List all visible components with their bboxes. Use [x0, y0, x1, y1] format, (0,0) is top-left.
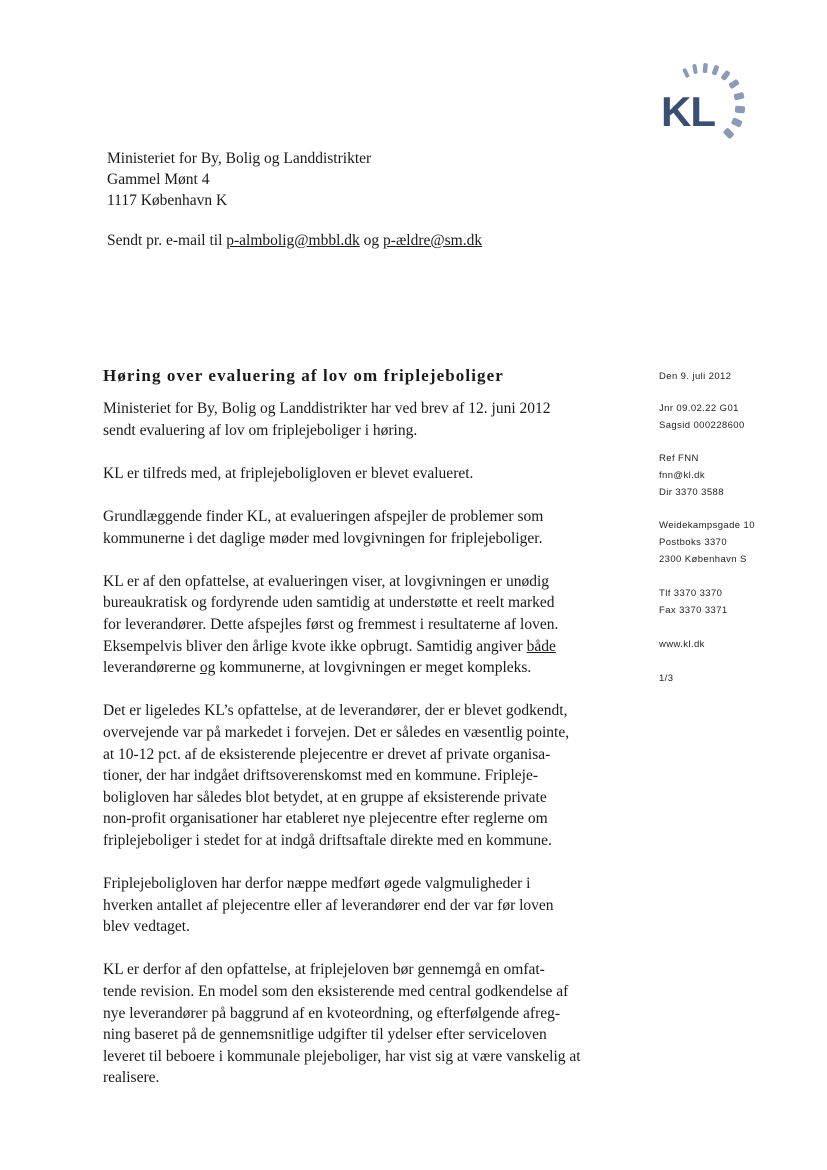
journal-number: Jnr 09.02.22 G01 [659, 403, 739, 414]
website: www.kl.dk [659, 639, 705, 650]
sent-line [107, 232, 482, 250]
letter-body [103, 398, 628, 1111]
text-segment: Eksempelvis bliver den årlige kvote ikke opbrugt. Samtidig angiver [103, 637, 523, 655]
paragraph [103, 463, 628, 485]
text-line: Grundlæggende finder KL, at evalueringen afspejler de problemer som [103, 507, 544, 525]
city: 2300 København S [659, 554, 747, 565]
text-line: ning baseret på de gennemsnitlige udgifter til ydelser efter serviceloven [103, 1026, 547, 1044]
phone: Tlf 3370 3370 [659, 588, 723, 599]
text-line: leveret til beboere i kommunale plejeboliger, har vist sig at være vanskelig at [103, 1047, 581, 1065]
underlined-word: og [199, 659, 216, 677]
phone-numbers [659, 585, 728, 619]
street: Weidekampsgade 10 [659, 520, 755, 531]
text-line: nye leverandører på baggrund af en kvoteordning, og efterfølgende afreg- [103, 1004, 561, 1022]
text-line: bureaukratisk og fordyrende uden samtidig at understøtte et reelt marked [103, 594, 555, 612]
text-line: boligloven har således blot betydet, at en gruppe af eksisterende private [103, 788, 547, 806]
text-line: KL er derfor af den opfattelse, at friplejeloven bør gennemgå en omfat- [103, 961, 545, 979]
letter-date: Den 9. juli 2012 [659, 371, 732, 382]
kl-logo [660, 62, 754, 144]
recipient-address [107, 148, 371, 211]
text-line: realisere. [103, 1069, 160, 1087]
postbox: Postboks 3370 [659, 537, 728, 548]
paragraph [103, 398, 628, 441]
paragraph [103, 873, 628, 938]
underlined-word: både [526, 637, 556, 655]
recipient-line: Gammel Mønt 4 [107, 171, 210, 188]
kl-logo-text: KL [661, 88, 715, 135]
direct-phone: Dir 3370 3588 [659, 487, 724, 498]
text-line: tende revision. En model som den eksisterende med central godkendelse af [103, 983, 569, 1001]
paragraph [103, 959, 628, 1089]
text-line: at 10-12 pct. af de eksisterende plejecentre er drevet af private organisa- [103, 745, 551, 763]
text-line: KL er af den opfattelse, at evalueringen viser, at lovgivningen er unødig [103, 572, 549, 590]
case-references [659, 400, 745, 434]
text-line: non-profit organisationer har etableret nye plejecentre efter reglerne om [103, 810, 548, 828]
contact-email: fnn@kl.dk [659, 470, 705, 481]
text-line: tioner, der har indgået driftsoverenskomst med en kommune. Fripleje- [103, 767, 538, 785]
sent-joiner: og [363, 232, 380, 249]
page-number: 1/3 [659, 673, 674, 684]
text-segment: leverandørerne [103, 659, 196, 677]
text-line: blev vedtaget. [103, 918, 190, 936]
case-id: Sagsid 000228600 [659, 420, 745, 431]
text-line: for leverandører. Dette afspejles først og fremmest i resultaterne af loven. [103, 615, 559, 633]
text-line: Friplejeboligloven har derfor næppe medført øgede valgmuligheder i [103, 875, 531, 893]
email-link-aeldre[interactable]: p-ældre@sm.dk [383, 232, 483, 249]
text-line [103, 657, 628, 679]
text-segment: kommunerne, at lovgivningen er meget kompleks. [219, 659, 532, 677]
text-line: Ministeriet for By, Bolig og Landdistrikter har ved brev af 12. juni 2012 [103, 400, 551, 417]
recipient-line: Ministeriet for By, Bolig og Landdistrikter [107, 150, 372, 167]
text-line: overvejende var på markedet i forvejen. Det er således en væsentlig pointe, [103, 723, 570, 741]
text-line: hverken antallet af plejecentre eller af leverandører end der var før loven [103, 896, 554, 914]
text-line: kommunerne i det daglige møder med lovgivningen for friplejeboliger. [103, 529, 543, 547]
reference: Ref FNN [659, 453, 699, 464]
email-link-almbolig[interactable]: p-almbolig@mbbl.dk [226, 232, 360, 249]
sender-address [659, 517, 755, 568]
paragraph [103, 506, 628, 549]
sent-prefix: Sendt pr. e-mail til [107, 232, 223, 249]
letter-title: Høring over evaluering af lov om friplejeboliger [103, 366, 504, 385]
text-line [103, 636, 628, 658]
recipient-line: 1117 København K [107, 192, 228, 209]
paragraph [103, 571, 628, 679]
text-line: sendt evaluering af lov om friplejeboliger i høring. [103, 421, 418, 439]
text-line: friplejeboliger i stedet for at indgå driftsaftale direkte med en kommune. [103, 831, 552, 849]
fax: Fax 3370 3371 [659, 605, 728, 616]
contact-person [659, 450, 724, 501]
text-line: Det er ligeledes KL’s opfattelse, at de leverandører, der er blevet godkendt, [103, 702, 568, 720]
text-line: KL er tilfreds med, at friplejeboligloven er blevet evalueret. [103, 464, 474, 482]
paragraph [103, 700, 628, 851]
